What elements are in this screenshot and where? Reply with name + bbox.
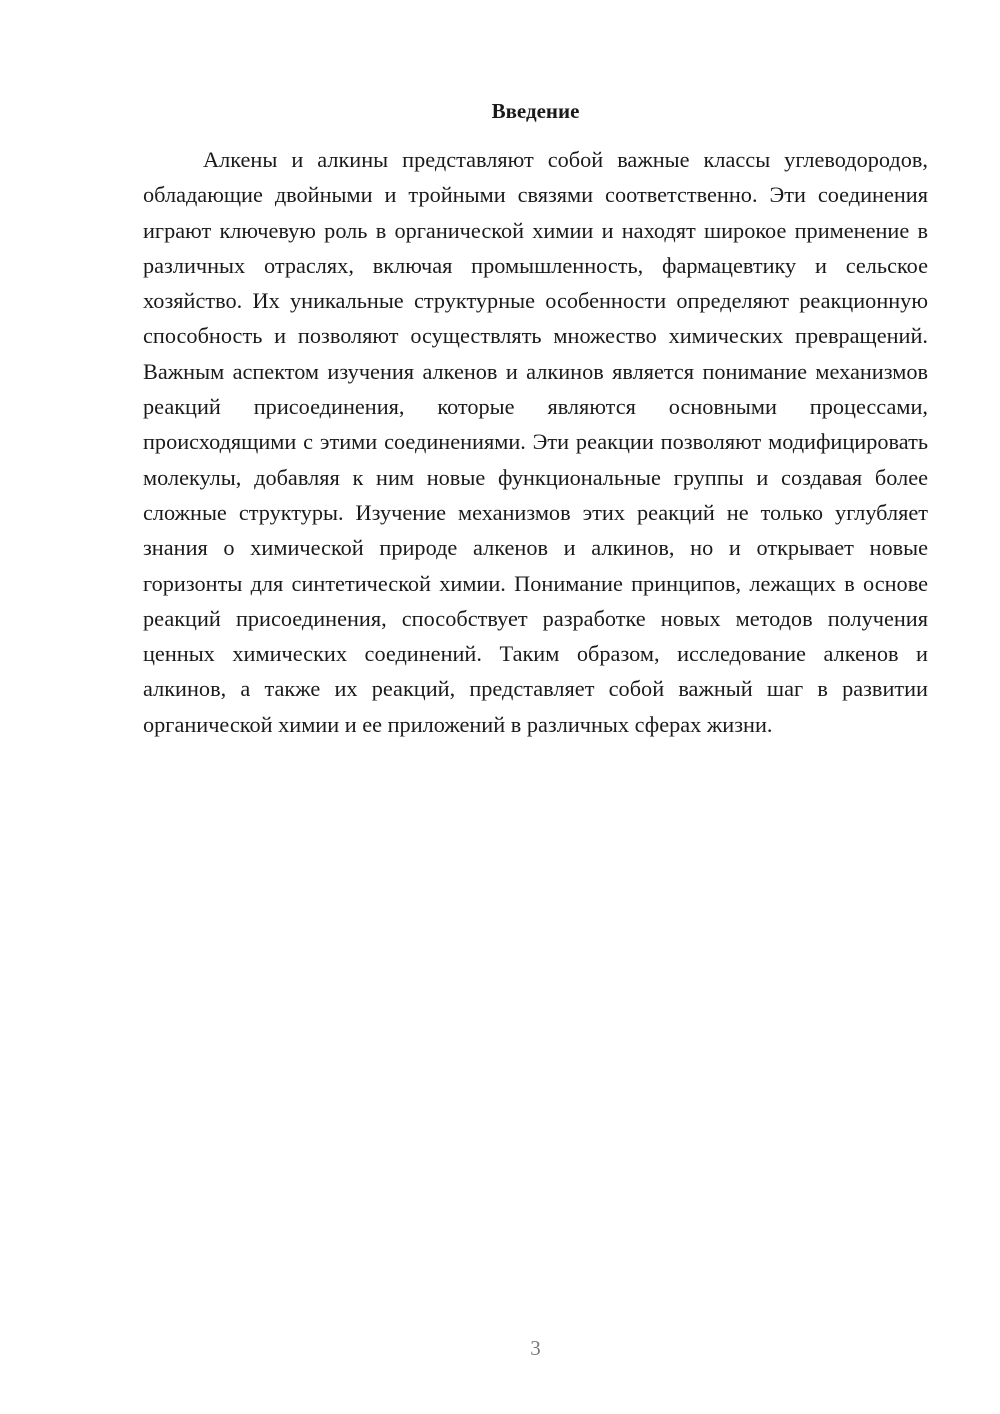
body-paragraph: Алкены и алкины представляют собой важные классы углеводородов, обладающие двойными и тройными связями соответственно. Эти соединения играют ключевую роль в органической химии и находят широкое применение в различных отраслях, включая промышленность, фармацевтику и сельское хозяйство. Их уникальные структурные особенности определяют реакционную способность и позволяют осуществлять множество химических превращений. Важным аспектом изучения алкенов и алкинов является понимание механизмов реакций присоединения, которые являются основными процессами, происходящими с этими соединениями. Эти реакции позволяют модифицировать молекулы, добавляя к ним новые функциональные группы и создавая более сложные структуры. Изучение механизмов этих реакций не только углубляет знания о химической природе алкенов и алкинов, но и открывает новые горизонты для синтетической химии. Понимание принципов, лежащих в основе реакций присоединения, способствует разработке новых методов получения ценных химических соединений. Таким образом, исследование алкенов и алкинов, а также их реакций, представляет собой важный шаг в развитии органической химии и ее приложений в различных сферах жизни. [143, 147, 928, 737]
section-heading: Введение [491, 99, 580, 123]
page-number: 3 [530, 1336, 541, 1360]
